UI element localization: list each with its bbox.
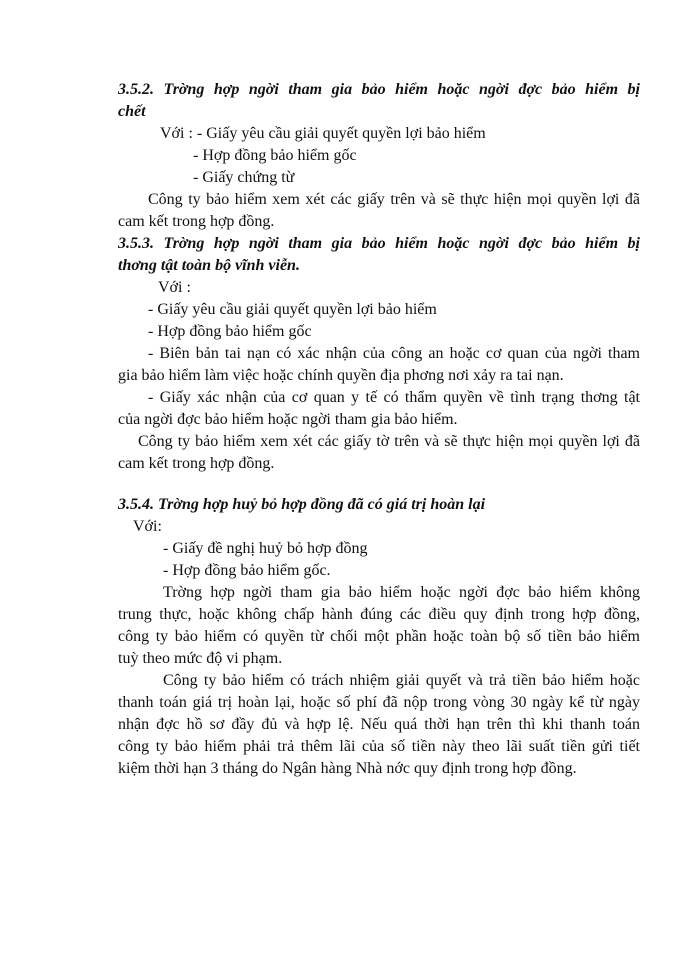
body-line: Công ty bảo hiểm có trách nhiệm giải quyết và trả tiền bảo hiểm hoặc [163,672,640,689]
section-heading-3-5-2-cont: chết [118,103,146,120]
body-line: Công ty bảo hiểm xem xét các giấy tờ trên và sẽ thực hiện mọi quyền lợi đã [138,433,640,450]
list-item: - Giấy xác nhận của cơ quan y tế có thẩm quyền về tình trạng thơng tật [148,389,640,406]
body-line: Với: [133,518,162,535]
section-heading-3-5-3: 3.5.3. Trờng hợp ngời tham gia bảo hiểm hoặc ngời đợc bảo hiểm bị [118,235,640,252]
list-item: - Giấy yêu cầu giải quyết quyền lợi bảo hiểm [148,301,437,318]
body-line: cam kết trong hợp đồng. [118,455,275,472]
body-line: nhận đợc hồ sơ đầy đủ và hợp lệ. Nếu quá thời hạn trên thì khi thanh toán [118,716,640,733]
body-line: kiệm thời hạn 3 tháng do Ngân hàng Nhà nớc quy định trong hợp đồng. [118,760,577,777]
body-line: tuỳ theo mức độ vi phạm. [118,650,283,667]
list-item: - Biên bản tai nạn có xác nhận của công an hoặc cơ quan của ngời tham [148,345,640,362]
list-item: - Hợp đồng bảo hiểm gốc [148,323,312,340]
section-heading-3-5-4: 3.5.4. Trờng hợp huỷ bỏ hợp đồng đã có giá trị hoàn lại [118,496,486,513]
body-line: Với : [158,279,191,296]
body-line: công ty bảo hiểm có quyền từ chối một phần hoặc toàn bộ số tiền bảo hiểm [118,628,640,645]
list-item: - Giấy đề nghị huỷ bỏ hợp đồng [163,540,368,557]
body-line: thanh toán giá trị hoàn lại, hoặc số phí đã nộp trong vòng 30 ngày kể từ ngày [118,694,640,711]
body-line: gia bảo hiểm làm việc hoặc chính quyền địa phơng nơi xảy ra tai nạn. [118,367,564,384]
body-line: của ngời đợc bảo hiểm hoặc ngời tham gia bảo hiểm. [118,411,458,428]
section-heading-3-5-3-cont: thơng tật toàn bộ vĩnh viễn. [118,257,300,274]
body-line: Với : - Giấy yêu cầu giải quyết quyền lợi bảo hiểm [160,125,486,142]
body-line: trung thực, hoặc không chấp hành đúng các điều quy định trong hợp đồng, [118,606,640,623]
body-line: cam kết trong hợp đồng. [118,213,275,230]
body-line: Công ty bảo hiểm xem xét các giấy trên và sẽ thực hiện mọi quyền lợi đã [148,191,640,208]
body-line: công ty bảo hiểm phải trả thêm lãi của số tiền này theo lãi suất tiền gửi tiết [118,738,640,755]
list-item: - Hợp đồng bảo hiểm gốc. [163,562,331,579]
body-line: Trờng hợp ngời tham gia bảo hiểm hoặc ngời đợc bảo hiểm không [163,584,640,601]
section-heading-3-5-2: 3.5.2. Trờng hợp ngời tham gia bảo hiểm hoặc ngời đợc bảo hiểm bị [118,81,640,98]
list-item: - Giấy chứng từ [193,169,295,186]
list-item: - Hợp đồng bảo hiểm gốc [193,147,357,164]
